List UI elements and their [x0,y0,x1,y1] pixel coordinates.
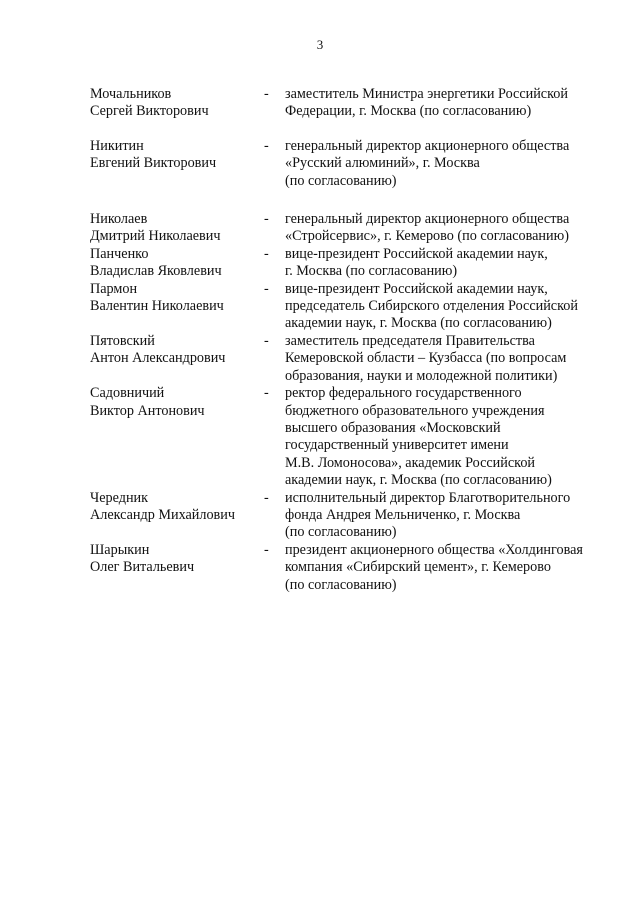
member-name [90,86,260,121]
member-name [90,246,260,281]
position-line: бюджетного образовательного учреждения [285,402,545,419]
member-name [90,385,260,420]
member-surname: Николаев [90,211,148,228]
position-line: генеральный директор акционерного общества [285,211,570,228]
separator-dash: - [264,541,269,558]
member-surname: Панченко [90,245,149,262]
position-line: исполнительный директор Благотворительного [285,489,571,506]
member-position [285,385,610,489]
member-name [90,542,260,577]
member-surname: Пармон [90,280,138,297]
position-line: Федерации, г. Москва (по согласованию) [285,103,532,120]
member-surname: Садовничий [90,385,165,402]
page-number: 3 [316,37,324,52]
position-line: академии наук, г. Москва (по согласованию) [285,472,552,489]
member-surname: Никитин [90,137,144,154]
member-position [285,138,610,190]
position-line: (по согласованию) [285,172,397,189]
position-line: «Стройсервис», г. Кемерово (по согласованию) [285,228,569,245]
position-line: компания «Сибирский цемент», г. Кемерово [285,559,551,576]
member-surname: Чередник [90,489,149,506]
roster-entry [90,86,610,121]
member-given-names: Виктор Антонович [90,402,205,419]
member-position [285,281,610,333]
separator-dash: - [264,86,269,102]
member-name [90,333,260,368]
separator-dash: - [264,332,269,349]
member-given-names: Дмитрий Николаевич [90,228,221,245]
separator-dash: - [264,385,269,402]
separator-dash: - [264,137,269,154]
position-line: заместитель Министра энергетики Российской [285,86,568,102]
roster-entry [90,385,610,489]
separator-dash: - [264,280,269,297]
position-line: М.В. Ломоносова», академик Российской [285,454,536,471]
member-given-names: Олег Витальевич [90,559,195,576]
roster-entry [90,211,610,246]
position-line: вице-президент Российской академии наук, [285,280,548,297]
member-given-names: Антон Александрович [90,350,226,367]
separator-dash: - [264,211,269,228]
member-position [285,86,610,121]
member-given-names: Сергей Викторович [90,103,209,120]
member-position [285,333,610,385]
position-line: государственный университет имени [285,437,509,454]
roster-entry [90,138,610,190]
member-name [90,281,260,316]
roster-entry [90,333,610,385]
position-line: академии наук, г. Москва (по согласованию) [285,315,552,332]
roster-entry [90,542,610,594]
position-line: вице-президент Российской академии наук, [285,245,548,262]
member-name [90,138,260,173]
separator-dash: - [264,489,269,506]
position-line: председатель Сибирского отделения Российской [285,298,578,315]
member-position [285,246,610,281]
position-line: заместитель председателя Правительства [285,332,535,349]
roster-entry [90,246,610,281]
position-line: «Русский алюминий», г. Москва [285,155,480,172]
member-position [285,211,610,246]
member-position [285,490,610,542]
member-surname: Шарыкин [90,541,150,558]
position-line: фонда Андрея Мельниченко, г. Москва [285,506,521,523]
position-line: Кемеровской области – Кузбасса (по вопросам [285,350,567,367]
position-line: (по согласованию) [285,524,397,541]
member-given-names: Евгений Викторович [90,155,217,172]
member-surname: Мочальников [90,86,172,102]
member-given-names: Владислав Яковлевич [90,263,222,280]
roster-entry [90,490,610,542]
position-line: ректор федерального государственного [285,385,522,402]
position-line: генеральный директор акционерного общества [285,137,570,154]
position-line: президент акционерного общества «Холдинговая [285,541,583,558]
member-surname: Пятовский [90,332,155,349]
member-name [90,490,260,525]
roster-entry [90,281,610,333]
member-name [90,211,260,246]
member-given-names: Александр Михайлович [90,506,235,523]
position-line: г. Москва (по согласованию) [285,263,458,280]
position-line: образования, науки и молодежной политики) [285,367,558,384]
position-line: высшего образования «Московский [285,419,501,436]
member-position [285,542,610,594]
position-line: (по согласованию) [285,576,397,593]
member-given-names: Валентин Николаевич [90,298,224,315]
member-roster [90,86,610,594]
separator-dash: - [264,245,269,262]
